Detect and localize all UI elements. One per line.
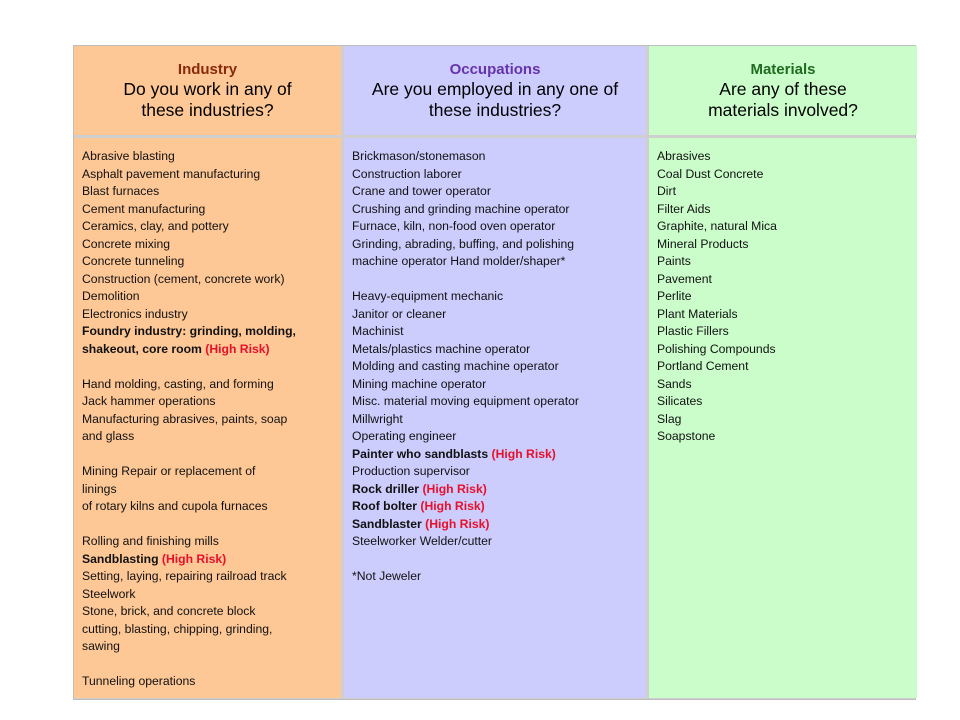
list-item (82, 673, 333, 691)
list-item-text: Concrete mixing (82, 236, 171, 251)
list-item-text: machine operator Hand molder/shaper* (352, 254, 566, 268)
list-item (82, 218, 333, 236)
list-item (82, 236, 333, 254)
list-item (657, 323, 909, 341)
list-item-text: Manufacturing abrasives, paints, soap (82, 411, 288, 426)
list-item (82, 411, 333, 429)
list-item-text: Grinding, abrading, buffing, and polishing (352, 236, 575, 251)
list-item-text: Tunneling operations (82, 674, 196, 688)
list-item (82, 341, 333, 359)
list-item (657, 253, 909, 271)
occupations-question-line-2: these industries? (428, 100, 562, 120)
list-item (82, 621, 333, 639)
list-item-text: Mining machine operator (352, 376, 487, 391)
list-item (82, 201, 333, 219)
list-item (352, 341, 638, 359)
list-item (82, 148, 333, 166)
list-item-text: Painter who sandblasts (352, 446, 492, 461)
industry-question-line-1: Do you work in any of (123, 79, 292, 99)
list-spacer (82, 656, 333, 674)
list-item-text: Machinist (352, 324, 404, 338)
list-item-text: Slag (657, 411, 682, 426)
occupations-header (344, 46, 646, 135)
high-risk-label: (High Risk) (205, 341, 270, 356)
list-spacer (82, 446, 333, 464)
list-item-text: Rock driller (352, 481, 423, 496)
list-item-text: Ceramics, clay, and pottery (82, 219, 229, 233)
list-spacer (352, 551, 638, 569)
list-item (82, 166, 333, 184)
list-item (352, 236, 638, 254)
list-spacer (82, 358, 333, 376)
list-item (82, 481, 333, 499)
list-item-text: Abrasive blasting (82, 149, 175, 163)
industry-list (74, 138, 341, 698)
list-item-text: and glass (82, 429, 135, 443)
list-item-text: Abrasives (657, 149, 711, 163)
list-item (82, 376, 333, 394)
list-item (352, 201, 638, 219)
list-spacer (352, 271, 638, 289)
list-item-text: Stone, brick, and concrete block (82, 604, 256, 618)
list-item (352, 148, 638, 166)
materials-question-line-1: Are any of these (719, 79, 847, 99)
list-item (657, 393, 909, 411)
list-item-text: Cement manufacturing (82, 201, 206, 216)
list-item (352, 323, 638, 341)
list-item (352, 568, 638, 586)
list-item (352, 288, 638, 306)
list-item-text: Metals/plastics machine operator (352, 341, 531, 356)
list-item (657, 288, 909, 306)
list-item-text: Steelworker Welder/cutter (352, 534, 492, 548)
list-item-text: Asphalt pavement manufacturing (82, 166, 261, 181)
list-item (657, 306, 909, 324)
list-item (82, 323, 333, 341)
list-item (657, 201, 909, 219)
list-item (657, 376, 909, 394)
list-item-text: Mineral Products (657, 236, 749, 251)
list-item (82, 393, 333, 411)
list-item-text: Portland Cement (657, 359, 749, 373)
list-item-text: Jack hammer operations (82, 394, 216, 408)
list-item-text: linings (82, 481, 117, 496)
list-item-text: Pavement (657, 271, 712, 286)
occupations-question-line-1: Are you employed in any one of (371, 79, 619, 99)
list-item-text: Construction (cement, concrete work) (82, 271, 285, 286)
list-item-text: Setting, laying, repairing railroad track (82, 569, 287, 583)
list-item-text: Polishing Compounds (657, 341, 776, 356)
list-item-text: Janitor or cleaner (352, 306, 447, 321)
occupations-title: Occupations (449, 61, 541, 78)
list-item (82, 288, 333, 306)
list-item-text: cutting, blasting, chipping, grinding, (82, 621, 273, 636)
list-item-text: Demolition (82, 289, 140, 303)
list-item-text: Coal Dust Concrete (657, 166, 764, 181)
list-item (352, 393, 638, 411)
list-item (657, 218, 909, 236)
list-item (352, 166, 638, 184)
high-risk-label: (High Risk) (422, 481, 487, 496)
list-item-text: Furnace, kiln, non-food oven operator (352, 219, 556, 233)
materials-list (649, 138, 917, 698)
high-risk-label: (High Risk) (425, 516, 490, 531)
list-item (352, 428, 638, 446)
list-item (352, 516, 638, 534)
list-item (82, 551, 333, 569)
list-item (352, 463, 638, 481)
list-item (352, 358, 638, 376)
list-item-text: Roof bolter (352, 499, 421, 513)
list-item-text: Perlite (657, 289, 692, 303)
materials-question-line-2: materials involved? (708, 100, 858, 120)
list-item-text: Misc. material moving equipment operator (352, 394, 579, 408)
list-item-text: Graphite, natural Mica (657, 219, 777, 233)
list-item-text: Crushing and grinding machine operator (352, 201, 570, 216)
list-item (352, 411, 638, 429)
list-item-text: Heavy-equipment mechanic (352, 289, 504, 303)
list-item-text: Filter Aids (657, 201, 711, 216)
list-item (352, 446, 638, 464)
list-item (82, 568, 333, 586)
list-item (657, 411, 909, 429)
list-item (657, 358, 909, 376)
list-item-text: Mining Repair or replacement of (82, 464, 256, 478)
list-item-text: Plant Materials (657, 306, 738, 321)
list-item-text: Hand molding, casting, and forming (82, 376, 274, 391)
list-item-text: shakeout, core room (82, 341, 206, 356)
list-item-text: Sands (657, 376, 692, 391)
high-risk-label: (High Risk) (161, 551, 227, 566)
silica-exposure-table (73, 45, 916, 700)
list-item (82, 533, 333, 551)
industry-question-line-2: these industries? (141, 100, 274, 120)
list-item (352, 306, 638, 324)
list-item (657, 166, 909, 184)
list-item-text: Soapstone (657, 429, 716, 443)
list-item-text: Silicates (657, 394, 703, 408)
industry-header (74, 46, 341, 135)
list-item-text: Concrete tunneling (82, 254, 185, 268)
list-item (82, 586, 333, 604)
list-item (82, 183, 333, 201)
list-item-text: Brickmason/stonemason (352, 149, 486, 163)
list-item (352, 183, 638, 201)
materials-header (649, 46, 917, 135)
list-item (657, 236, 909, 254)
list-item-text: Production supervisor (352, 464, 470, 478)
list-item (657, 428, 909, 446)
list-item (657, 341, 909, 359)
list-item-text: Construction laborer (352, 166, 462, 181)
list-item-text: Blast furnaces (82, 184, 160, 198)
list-item-text: Operating engineer (352, 429, 457, 443)
list-item-text: Electronics industry (82, 306, 188, 321)
list-item-text: Foundry industry: grinding, molding, (82, 324, 296, 338)
list-item (352, 498, 638, 516)
list-item-text: Sandblaster (352, 516, 426, 531)
list-item (352, 253, 638, 271)
list-item (657, 183, 909, 201)
list-item (82, 603, 333, 621)
list-item (657, 271, 909, 289)
list-item-text: Millwright (352, 411, 403, 426)
list-item-text: *Not Jeweler (352, 569, 422, 583)
industry-title: Industry (177, 61, 238, 78)
list-item-text: sawing (82, 639, 120, 653)
list-item (82, 271, 333, 289)
list-item-text: Molding and casting machine operator (352, 359, 559, 373)
list-item-text: Sandblasting (82, 551, 162, 566)
list-item-text: Dirt (657, 184, 676, 198)
list-item-text: Plastic Fillers (657, 324, 729, 338)
list-item (352, 481, 638, 499)
list-item-text: Crane and tower operator (352, 184, 491, 198)
list-item-text: Rolling and finishing mills (82, 534, 219, 548)
occupations-list (344, 138, 646, 698)
list-item-text: Paints (657, 254, 691, 268)
list-item (657, 148, 909, 166)
materials-title: Materials (750, 61, 816, 78)
list-item (82, 428, 333, 446)
list-item (82, 306, 333, 324)
list-spacer (82, 516, 333, 534)
list-item (352, 218, 638, 236)
list-item (82, 253, 333, 271)
list-item-text: of rotary kilns and cupola furnaces (82, 499, 268, 513)
high-risk-label: (High Risk) (420, 499, 485, 513)
list-item (352, 533, 638, 551)
list-item (82, 498, 333, 516)
list-item (82, 638, 333, 656)
high-risk-label: (High Risk) (491, 446, 556, 461)
list-item (352, 376, 638, 394)
list-item-text: Steelwork (82, 586, 136, 601)
list-item (82, 463, 333, 481)
